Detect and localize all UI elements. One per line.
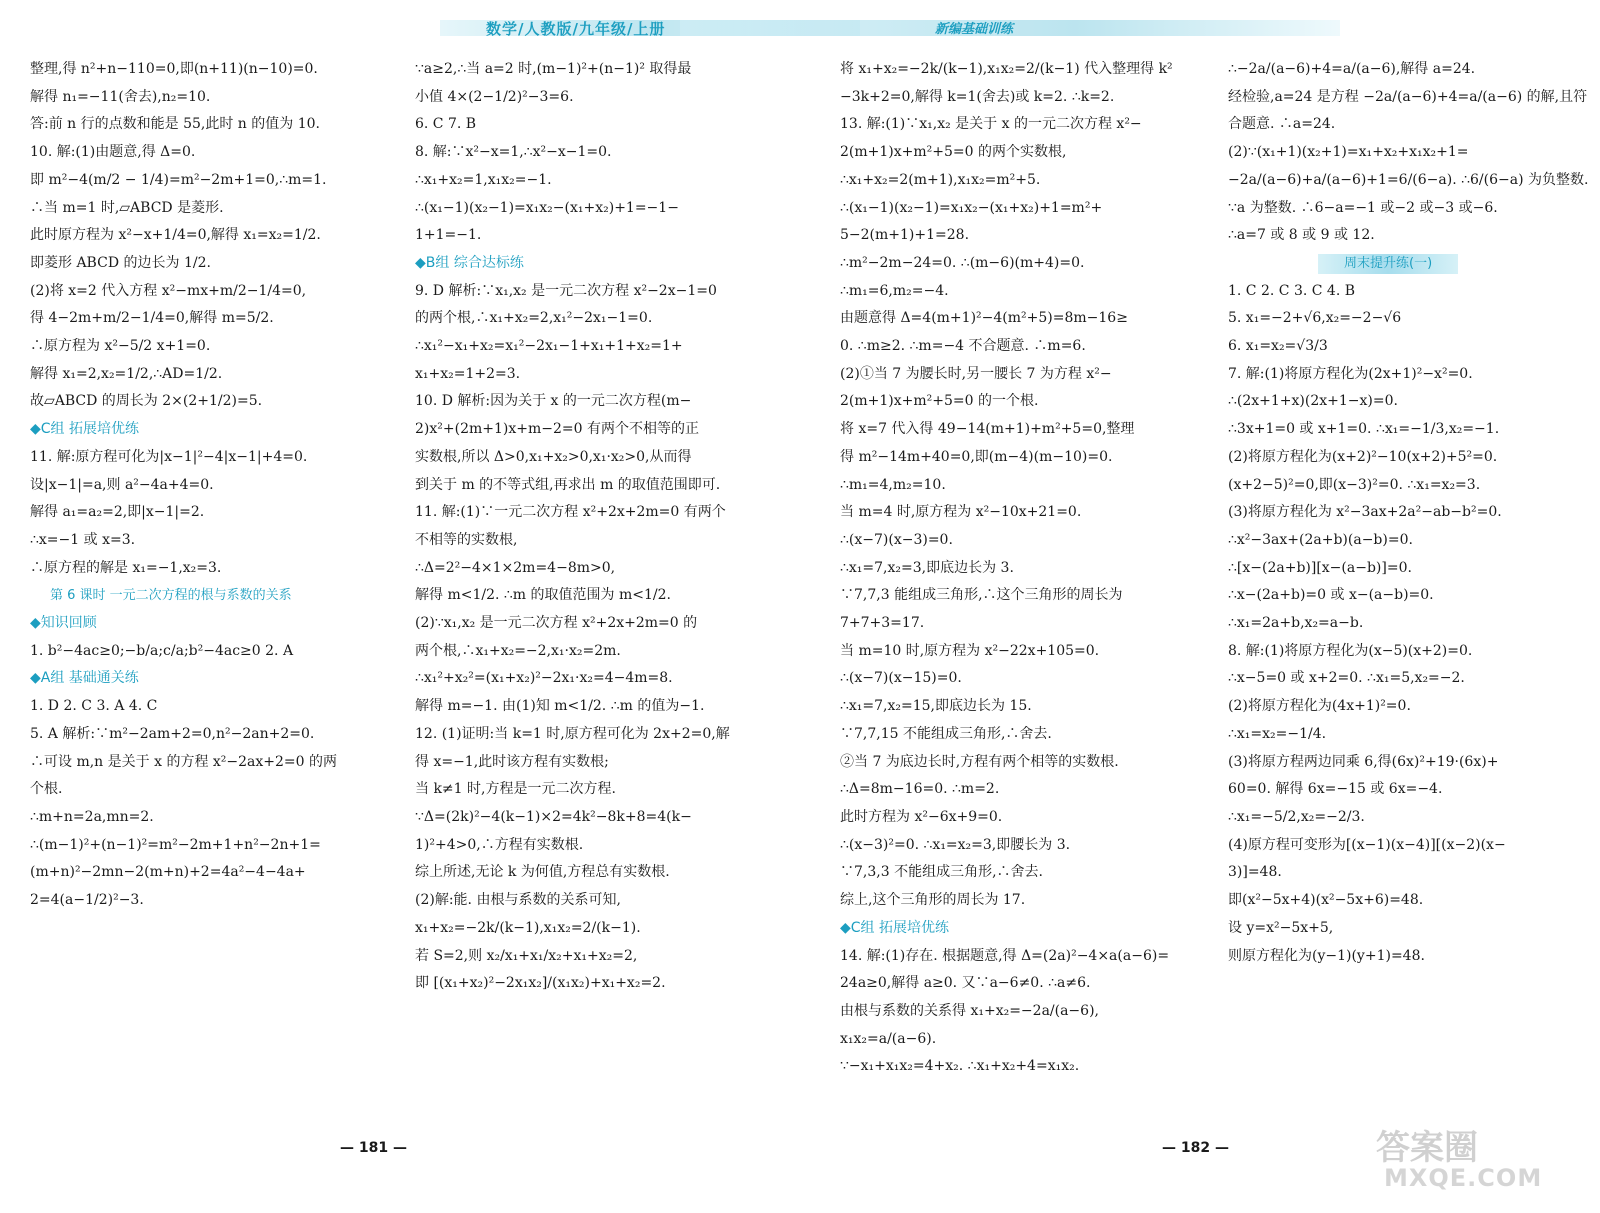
answer-line: ∴[x−(2a+b)][x−(a−b)]=0. — [1228, 559, 1412, 576]
answer-line: 此时方程为 x²−6x+9=0. — [840, 808, 1003, 825]
answer-line: ∴(2x+1+x)(2x+1−x)=0. — [1228, 393, 1398, 410]
answer-line: 3)]=48. — [1228, 864, 1282, 881]
answer-line: 7. 解:(1)将原方程化为(2x+1)²−x²=0. — [1228, 365, 1473, 382]
answer-line: 即菱形 ABCD 的边长为 1/2. — [30, 254, 211, 271]
answer-line: ∴x₁=−5/2,x₂=−2/3. — [1228, 808, 1365, 825]
answer-line: 0. ∴m≥2. ∴m=−4 不合题意. ∴m=6. — [840, 338, 1086, 355]
answer-line: 11. 解:原方程可化为|x−1|²−4|x−1|+4=0. — [30, 448, 308, 465]
answer-line: (m+n)²−2mn−2(m+n)+2=4a²−4−4a+ — [30, 864, 306, 881]
answer-line: 8. 解:(1)将原方程化为(x−5)(x+2)=0. — [1228, 642, 1473, 659]
answer-line: 2=4(a−1/2)²−3. — [30, 892, 144, 909]
answer-line: x₁+x₂=1+2=3. — [415, 365, 521, 382]
answer-line: ∴(m−1)²+(n−1)²=m²−2m+1+n²−2n+1= — [30, 836, 321, 853]
answer-line: ∴a=7 或 8 或 9 或 12. — [1228, 227, 1375, 244]
page-number-right: — 182 — — [1162, 1140, 1229, 1156]
section-heading: ◆C组 拓展培优练 — [840, 919, 949, 936]
answer-line: 1+1=−1. — [415, 227, 482, 244]
answer-line: ∴Δ=2²−4×1×2m=4−8m>0, — [415, 559, 616, 576]
answer-line: 到关于 m 的不等式组,再求出 m 的取值范围即可. — [415, 476, 721, 493]
answer-line: ∴(x−3)²=0. ∴x₁=x₂=3,即腰长为 3. — [840, 836, 1071, 853]
answer-line: 9. D 解析:∵x₁,x₂ 是一元二次方程 x²−2x−1=0 — [415, 282, 717, 299]
section-badge-label: 周末提升练(一) — [1318, 254, 1458, 274]
answer-line: ∴x₁=7,x₂=3,即底边长为 3. — [840, 559, 1014, 576]
answer-line: 若 S=2,则 x₂/x₁+x₁/x₂+x₁+x₂=2, — [415, 947, 638, 964]
answer-line: ∵Δ=(2k)²−4(k−1)×2=4k²−8k+8=4(k− — [415, 808, 692, 825]
answer-line: ∴x₁²−x₁+x₂=x₁²−2x₁−1+x₁+1+x₂=1+ — [415, 338, 683, 355]
answer-line: 当 m=4 时,原方程为 x²−10x+21=0. — [840, 504, 1082, 521]
answer-line: 解得 n₁=−11(舍去),n₂=10. — [30, 88, 211, 105]
answer-line: 6. C 7. B — [415, 116, 477, 133]
answer-line: ∴−2a/(a−6)+4=a/(a−6),解得 a=24. — [1228, 61, 1476, 77]
answer-line: 12. (1)证明:当 k=1 时,原方程可化为 2x+2=0,解 — [415, 725, 730, 742]
column-2 — [415, 56, 767, 998]
answer-line: −3k+2=0,解得 k=1(舍去)或 k=2. ∴k=2. — [840, 88, 1115, 105]
answer-line: ∴(x−7)(x−15)=0. — [840, 670, 962, 687]
answer-line: 解得 m=−1. 由(1)知 m<1/2. ∴m 的值为−1. — [415, 698, 705, 715]
answer-line: 2(m+1)x+m²+5=0 的一个根. — [840, 393, 1039, 410]
section-heading: ◆C组 拓展培优练 — [30, 421, 139, 438]
answer-line: 解得 a₁=a₂=2,即|x−1|=2. — [30, 504, 205, 521]
page-number-left: — 181 — — [340, 1140, 407, 1156]
answer-line: 5. A 解析:∵m²−2am+2=0,n²−2an+2=0. — [30, 725, 315, 742]
answer-line: 设|x−1|=a,则 a²−4a+4=0. — [30, 476, 214, 493]
answer-line: 答:前 n 行的点数和能是 55,此时 n 的值为 10. — [30, 116, 320, 133]
answer-line: 不相等的实数根, — [415, 531, 518, 548]
answer-line: (2)∵(x₁+1)(x₂+1)=x₁+x₂+x₁x₂+1= — [1228, 144, 1469, 161]
answer-line: ∴可设 m,n 是关于 x 的方程 x²−2ax+2=0 的两 — [30, 753, 338, 770]
answer-line: 由题意得 Δ=4(m+1)²−4(m²+5)=8m−16≥ — [840, 310, 1128, 327]
answer-line: 解得 m<1/2. ∴m 的取值范围为 m<1/2. — [415, 587, 671, 604]
answer-line: ∴x=−1 或 x=3. — [30, 531, 136, 548]
answer-line: ∴3x+1=0 或 x+1=0. ∴x₁=−1/3,x₂=−1. — [1228, 421, 1500, 438]
column-1 — [30, 56, 382, 915]
answer-line: 60=0. 解得 6x=−15 或 6x=−4. — [1228, 781, 1443, 798]
watermark-url: MXQE.COM — [1384, 1164, 1543, 1192]
answer-line: ②当 7 为底边长时,方程有两个相等的实数根. — [840, 753, 1119, 770]
answer-line: 13. 解:(1)∵x₁,x₂ 是关于 x 的一元二次方程 x²− — [840, 116, 1142, 133]
column-4 — [1228, 56, 1589, 970]
answer-line: 11. 解:(1)∵一元二次方程 x²+2x+2m=0 有两个 — [415, 504, 726, 521]
answer-line: ∴x₁+x₂=1,x₁x₂=−1. — [415, 171, 552, 188]
answer-line: 7+7+3=17. — [840, 615, 925, 632]
answer-line: ∴x₁+x₂=2(m+1),x₁x₂=m²+5. — [840, 171, 1041, 188]
answer-line: (2)①当 7 为腰长时,另一腰长 7 为方程 x²− — [840, 365, 1112, 382]
watermark-text: 答案圈 — [1376, 1128, 1478, 1168]
answer-line: 小值 4×(2−1/2)²−3=6. — [415, 88, 574, 105]
answer-line: 将 x=7 代入得 49−14(m+1)+m²+5=0,整理 — [840, 421, 1135, 438]
answer-line: ∴原方程的解是 x₁=−1,x₂=3. — [30, 559, 222, 576]
lesson-title: 第 6 课时 一元二次方程的根与系数的关系 — [50, 588, 292, 604]
answer-line: (2)∵x₁,x₂ 是一元二次方程 x²+2x+2m=0 的 — [415, 615, 698, 632]
section-heading: ◆知识回顾 — [30, 615, 97, 632]
answer-line: ∴x₁=x₂=−1/4. — [1228, 725, 1327, 742]
answer-line: 解得 x₁=2,x₂=1/2,∴AD=1/2. — [30, 365, 223, 382]
answer-line: ∴原方程为 x²−5/2 x+1=0. — [30, 338, 211, 355]
column-3 — [840, 56, 1192, 1081]
answer-line: 个根. — [30, 781, 63, 798]
answer-line: 即 m²−4(m/2 − 1/4)=m²−2m+1=0,∴m=1. — [30, 171, 327, 188]
answer-line: 1. b²−4ac≥0;−b/a;c/a;b²−4ac≥0 2. A — [30, 642, 294, 659]
answer-line: ∴x−(2a+b)=0 或 x−(a−b)=0. — [1228, 587, 1434, 604]
answer-line: ∵a 为整数. ∴6−a=−1 或−2 或−3 或−6. — [1228, 199, 1498, 216]
page-header — [440, 14, 1500, 38]
answer-line: 故▱ABCD 的周长为 2×(2+1/2)=5. — [30, 393, 263, 410]
answer-line: −2a/(a−6)+a/(a−6)+1=6/(6−a). ∴6/(6−a) 为负整数. — [1228, 171, 1589, 188]
answer-line: ∴m₁=4,m₂=10. — [840, 476, 946, 493]
answer-line: (2)将 x=2 代入方程 x²−mx+m/2−1/4=0, — [30, 282, 307, 299]
answer-line: 得 m²−14m+40=0,即(m−4)(m−10)=0. — [840, 448, 1113, 465]
answer-line: 得 4−2m+m/2−1/4=0,解得 m=5/2. — [30, 310, 274, 327]
answer-line: 实数根,所以 Δ>0,x₁+x₂>0,x₁·x₂>0,从而得 — [415, 448, 692, 465]
answer-line: 1. C 2. C 3. C 4. B — [1228, 282, 1356, 299]
answer-line: 1. D 2. C 3. A 4. C — [30, 698, 158, 715]
watermark-logo — [1370, 1120, 1582, 1196]
answer-line: 2(m+1)x+m²+5=0 的两个实数根, — [840, 144, 1067, 161]
answer-line: ∴x²−3ax+(2a+b)(a−b)=0. — [1228, 531, 1413, 548]
answer-line: ∴Δ=8m−16=0. ∴m=2. — [840, 781, 1000, 798]
answer-line: 经检验,a=24 是方程 −2a/(a−6)+4=a/(a−6) 的解,且符 — [1228, 88, 1588, 105]
answer-line: x₁x₂=a/(a−6). — [840, 1030, 937, 1047]
answer-line: 2)x²+(2m+1)x+m−2=0 有两个不相等的正 — [415, 421, 699, 438]
header-title: 数学/人教版/九年级/上册 — [486, 20, 666, 38]
answer-line: 5−2(m+1)+1=28. — [840, 227, 970, 244]
answer-line: ∴x₁=7,x₂=15,即底边长为 15. — [840, 698, 1032, 715]
answer-line: ∴x₁²+x₂²=(x₁+x₂)²−2x₁·x₂=4−4m=8. — [415, 670, 673, 687]
answer-line: ∴当 m=1 时,▱ABCD 是菱形. — [30, 199, 224, 216]
header-series-name: 新编基础训练 — [935, 22, 1014, 37]
answer-line: (x+2−5)²=0,即(x−3)²=0. ∴x₁=x₂=3. — [1228, 476, 1481, 493]
answer-line: 整理,得 n²+n−110=0,即(n+11)(n−10)=0. — [30, 61, 318, 77]
section-heading: ◆A组 基础通关练 — [30, 670, 139, 687]
answer-line: 即(x²−5x+4)(x²−5x+6)=48. — [1228, 892, 1424, 909]
answer-line: 由根与系数的关系得 x₁+x₂=−2a/(a−6), — [840, 1002, 1099, 1019]
answer-line: (3)将原方程两边同乘 6,得(6x)²+19·(6x)+ — [1228, 753, 1499, 770]
answer-line: ∵7,7,3 能组成三角形,∴这个三角形的周长为 — [840, 587, 1123, 604]
answer-line: 当 k≠1 时,方程是一元二次方程. — [415, 781, 616, 798]
answer-line: ∵a≥2,∴当 a=2 时,(m−1)²+(n−1)² 取得最 — [415, 61, 692, 77]
answer-line: 1)²+4>0,∴方程有实数根. — [415, 836, 584, 853]
answer-line: ∴(x₁−1)(x₂−1)=x₁x₂−(x₁+x₂)+1=m²+ — [840, 199, 1103, 216]
answer-line: ∴(x₁−1)(x₂−1)=x₁x₂−(x₁+x₂)+1=−1− — [415, 199, 679, 216]
answer-line: 5. x₁=−2+√6,x₂=−2−√6 — [1228, 310, 1402, 327]
answer-line: ∴x−5=0 或 x+2=0. ∴x₁=5,x₂=−2. — [1228, 670, 1465, 687]
answer-line: 合题意. ∴a=24. — [1228, 116, 1336, 133]
answer-line: 14. 解:(1)存在. 根据题意,得 Δ=(2a)²−4×a(a−6)= — [840, 947, 1170, 964]
answer-line: (3)将原方程化为 x²−3ax+2a²−ab−b²=0. — [1228, 504, 1502, 521]
answer-line: ∵−x₁+x₁x₂=4+x₂. ∴x₁+x₂+4=x₁x₂. — [840, 1058, 1080, 1075]
answer-line: 将 x₁+x₂=−2k/(k−1),x₁x₂=2/(k−1) 代入整理得 k² — [840, 61, 1173, 77]
answer-line: ∵7,7,15 不能组成三角形,∴舍去. — [840, 725, 1052, 742]
answer-line: 10. 解:(1)由题意,得 Δ=0. — [30, 144, 196, 161]
answer-line: 则原方程化为(y−1)(y+1)=48. — [1228, 947, 1425, 964]
answer-line: 24a≥0,解得 a≥0. 又∵a−6≠0. ∴a≠6. — [840, 975, 1091, 992]
answer-line: 的两个根,∴x₁+x₂=2,x₁²−2x₁−1=0. — [415, 310, 653, 327]
section-heading: ◆B组 综合达标练 — [415, 254, 524, 271]
answer-line: ∴m²−2m−24=0. ∴(m−6)(m+4)=0. — [840, 254, 1085, 271]
answer-line: (4)原方程可变形为[(x−1)(x−4)][(x−2)(x− — [1228, 836, 1506, 853]
answer-line: 当 m=10 时,原方程为 x²−22x+105=0. — [840, 642, 1100, 659]
answer-line: 即 [(x₁+x₂)²−2x₁x₂]/(x₁x₂)+x₁+x₂=2. — [415, 975, 666, 992]
answer-line: (2)将原方程化为(x+2)²−10(x+2)+5²=0. — [1228, 448, 1498, 465]
answer-line: (2)解:能. 由根与系数的关系可知, — [415, 892, 621, 909]
answer-line: ∴(x−7)(x−3)=0. — [840, 531, 953, 548]
answer-line: x₁+x₂=−2k/(k−1),x₁x₂=2/(k−1). — [415, 919, 641, 936]
answer-line: 得 x=−1,此时该方程有实数根; — [415, 753, 609, 770]
answer-line: 10. D 解析:因为关于 x 的一元二次方程(m− — [415, 393, 692, 410]
answer-line: ∴m₁=6,m₂=−4. — [840, 282, 949, 299]
answer-line: ∴m+n=2a,mn=2. — [30, 808, 154, 825]
answer-line: 此时原方程为 x²−x+1/4=0,解得 x₁=x₂=1/2. — [30, 227, 321, 244]
section-badge — [1228, 250, 1580, 278]
answer-line: ∴x₁=2a+b,x₂=a−b. — [1228, 615, 1364, 632]
answer-line: 综上,这个三角形的周长为 17. — [840, 892, 1026, 909]
answer-line: 6. x₁=x₂=√3/3 — [1228, 338, 1328, 355]
answer-line: 设 y=x²−5x+5, — [1228, 919, 1334, 936]
answer-line: (2)将原方程化为(4x+1)²=0. — [1228, 698, 1411, 715]
answer-line: ∵7,3,3 不能组成三角形,∴舍去. — [840, 864, 1043, 881]
answer-line: 综上所述,无论 k 为何值,方程总有实数根. — [415, 864, 670, 881]
answer-line: 两个根,∴x₁+x₂=−2,x₁·x₂=2m. — [415, 642, 621, 659]
answer-line: 8. 解:∵x²−x=1,∴x²−x−1=0. — [415, 144, 612, 161]
